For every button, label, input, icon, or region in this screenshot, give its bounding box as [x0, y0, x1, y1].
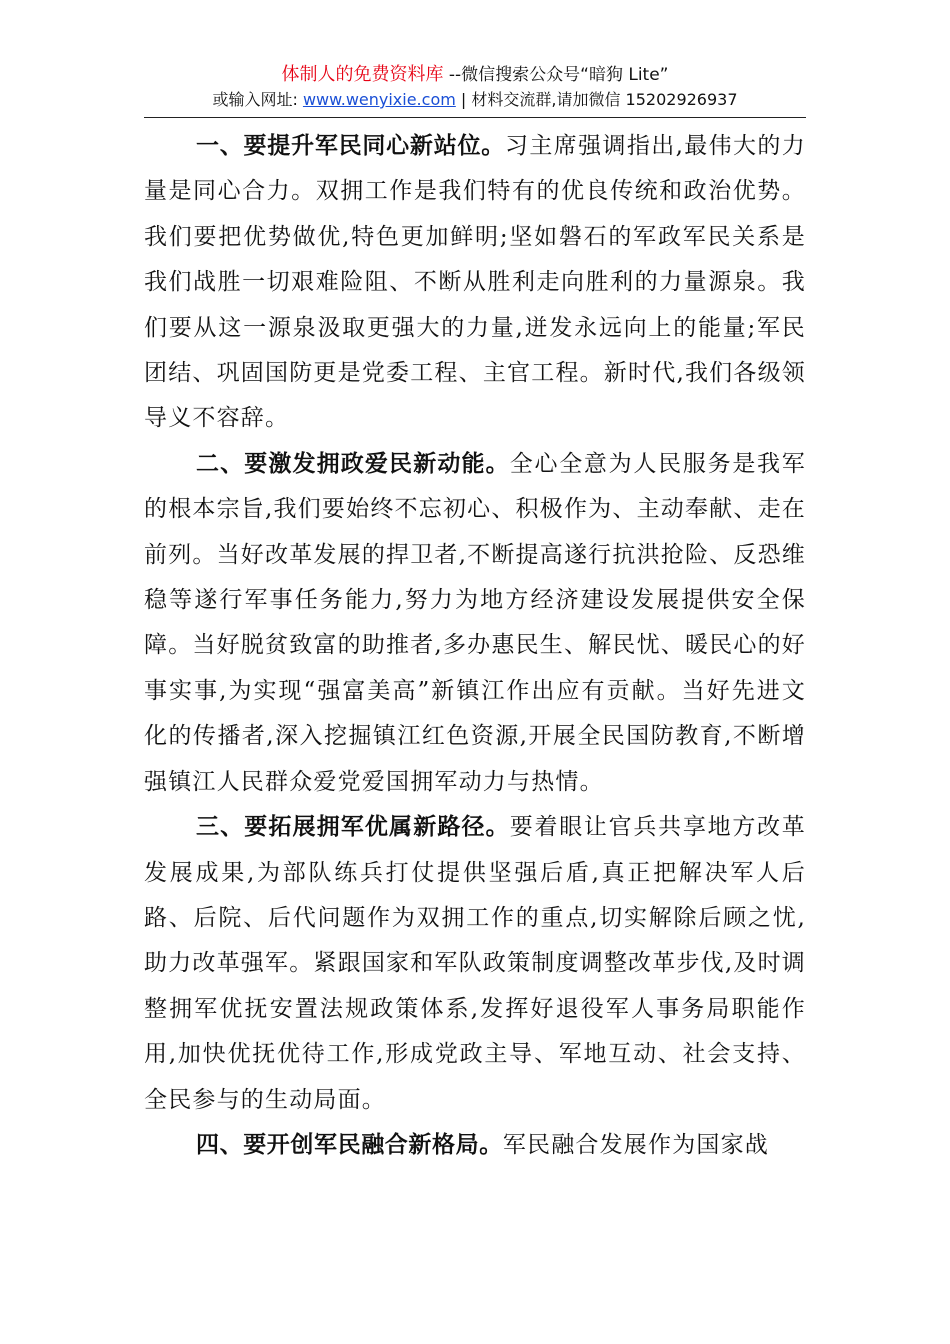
paragraph-text: 全心全意为人民服务是我军的根本宗旨,我们要始终不忘初心、积极作为、主动奉献、走在前列。当好改革发展的捍卫者,不断提高遂行抗洪抢险、反恐维稳等遂行军事任务能力,努力为地方经济建设发展提供安全保障。当好脱贫致富的助推者,多办惠民生、解民忧、暖民心的好事实事,为实现“强富美高”新镇江作出应有贡献。当好先进文化的传播者,深入挖掘镇江红色资源,开展全民国防教育,不断增强镇江人民群众爱党爱国拥军动力与热情。 — [144, 450, 806, 795]
paragraph — [144, 805, 806, 1123]
header-tagline: --微信搜索公众号“暗狗 Lite” — [443, 65, 669, 85]
paragraph — [144, 1123, 806, 1168]
paragraph-heading: 三、要拓展拥军优属新路径。 — [196, 814, 510, 841]
paragraph-heading: 一、要提升军民同心新站位。 — [196, 133, 506, 159]
header-banner — [0, 62, 950, 88]
paragraph-text: 军民融合发展作为国家战 — [502, 1131, 770, 1158]
header-separator: | — [455, 90, 472, 109]
website-link[interactable]: www.wenyixie.com — [302, 90, 456, 109]
brand-title: 体制人的免费资料库 — [281, 64, 444, 85]
document-header — [0, 62, 950, 112]
paragraph-heading: 四、要开创军民融合新格局。 — [196, 1131, 503, 1158]
paragraph-text: 要着眼让官兵共享地方改革发展成果,为部队练兵打仗提供坚强后盾,真正把解决军人后路、后院、后代问题作为双拥工作的重点,切实解除后顾之忧,助力改革强军。紧跟国家和军队政策制度调整改革步伐,及时调整拥军优抚安置法规政策体系,发挥好退役军人事务局职能作用,加快优抚优待工作,形成党政主导、军地互动、社会支持、全民参与的生动局面。 — [144, 814, 806, 1113]
url-prefix: 或输入网址: — [212, 90, 303, 109]
header-divider — [144, 117, 806, 118]
header-contact-line — [0, 88, 950, 112]
paragraph — [144, 124, 806, 442]
paragraph — [144, 442, 806, 805]
document-body — [144, 124, 806, 1168]
paragraph-text: 习主席强调指出,最伟大的力量是同心合力。双拥工作是我们特有的优良传统和政治优势。我们要把优势做优,特色更加鲜明;坚如磐石的军政军民关系是我们战胜一切艰难险阻、不断从胜利走向胜利的力量源泉。我们要从这一源泉汲取更强大的力量,迸发永远向上的能量;军民团结、巩固国防更是党委工程、主官工程。新时代,我们各级领导义不容辞。 — [144, 133, 806, 432]
paragraph-heading: 二、要激发拥政爱民新动能。 — [196, 450, 510, 477]
contact-info: 材料交流群,请加微信 15202926937 — [471, 90, 738, 109]
